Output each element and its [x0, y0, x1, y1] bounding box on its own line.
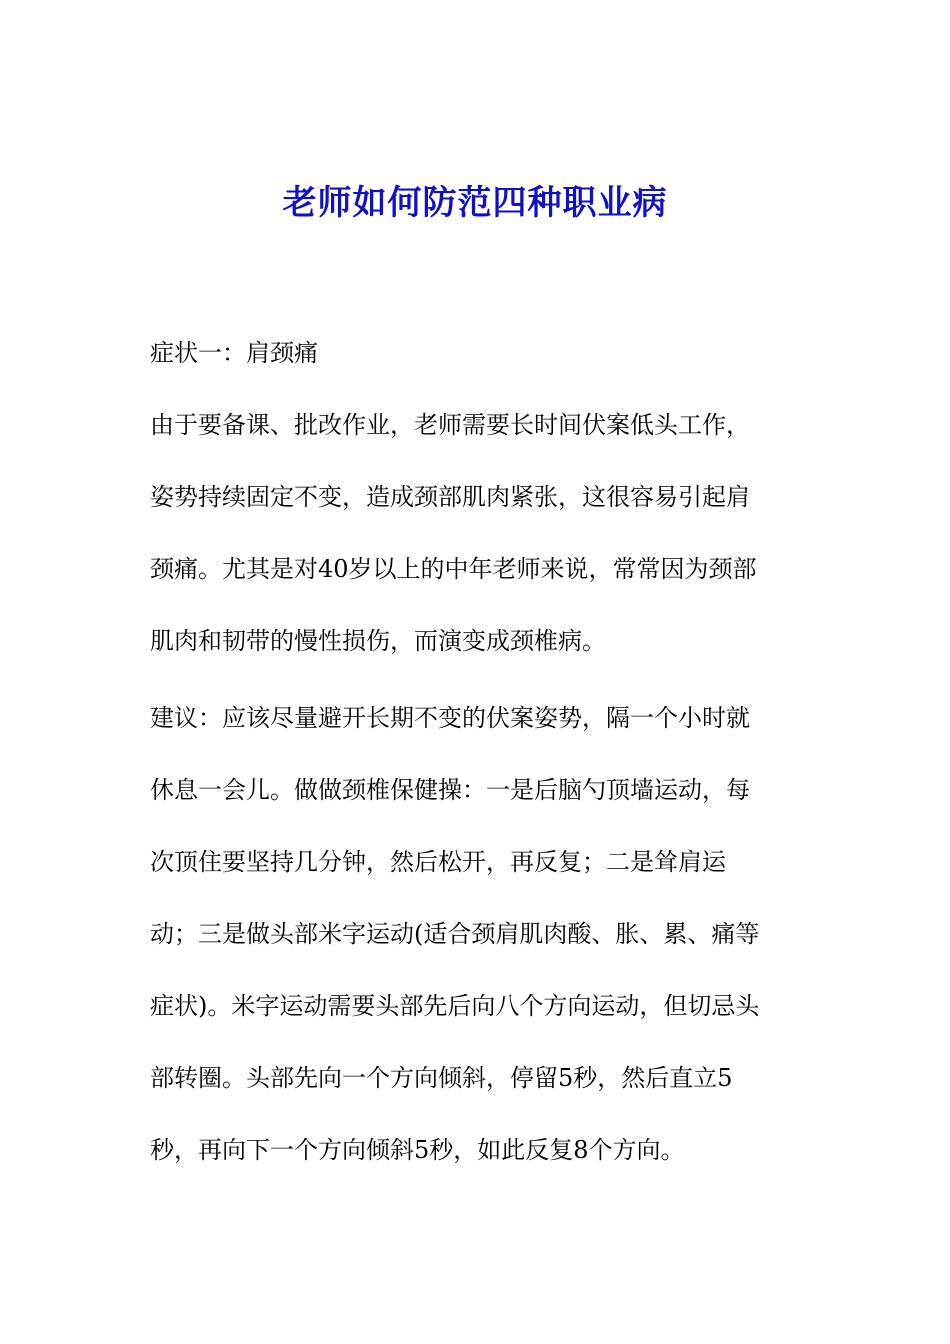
paragraph-line: 部转圈。头部先向一个方向倾斜，停留5秒，然后直立5 [150, 1064, 733, 1092]
paragraph-line: 肌肉和韧带的慢性损伤，而演变成颈椎病。 [150, 627, 606, 655]
paragraph-line: 姿势持续固定不变，造成颈部肌肉紧张，这很容易引起肩 [150, 483, 750, 511]
paragraph-line: 次顶住要坚持几分钟，然后松开，再反复；二是耸肩运 [150, 848, 726, 876]
paragraph-advice [150, 682, 805, 1186]
paragraph-description [150, 389, 805, 677]
page-title: 老师如何防范四种职业病 [282, 183, 668, 223]
paragraph-line: 秒，再向下一个方向倾斜5秒，如此反复8个方向。 [150, 1136, 685, 1164]
section-heading: 症状一：肩颈痛 [150, 339, 318, 367]
paragraph-line: 休息一会儿。做做颈椎保健操：一是后脑勺顶墙运动，每 [150, 776, 750, 804]
paragraph-line: 动；三是做头部米字运动(适合颈肩肌肉酸、胀、累、痛等 [150, 920, 760, 948]
paragraph-line: 建议：应该尽量避开长期不变的伏案姿势，隔一个小时就 [150, 704, 750, 732]
paragraph-line: 颈痛。尤其是对40岁以上的中年老师来说，常常因为颈部 [150, 555, 757, 583]
paragraph-line: 由于要备课、批改作业，老师需要长时间伏案低头工作， [150, 411, 750, 439]
paragraph-line: 症状)。米字运动需要头部先后向八个方向运动，但切忌头 [150, 992, 760, 1020]
